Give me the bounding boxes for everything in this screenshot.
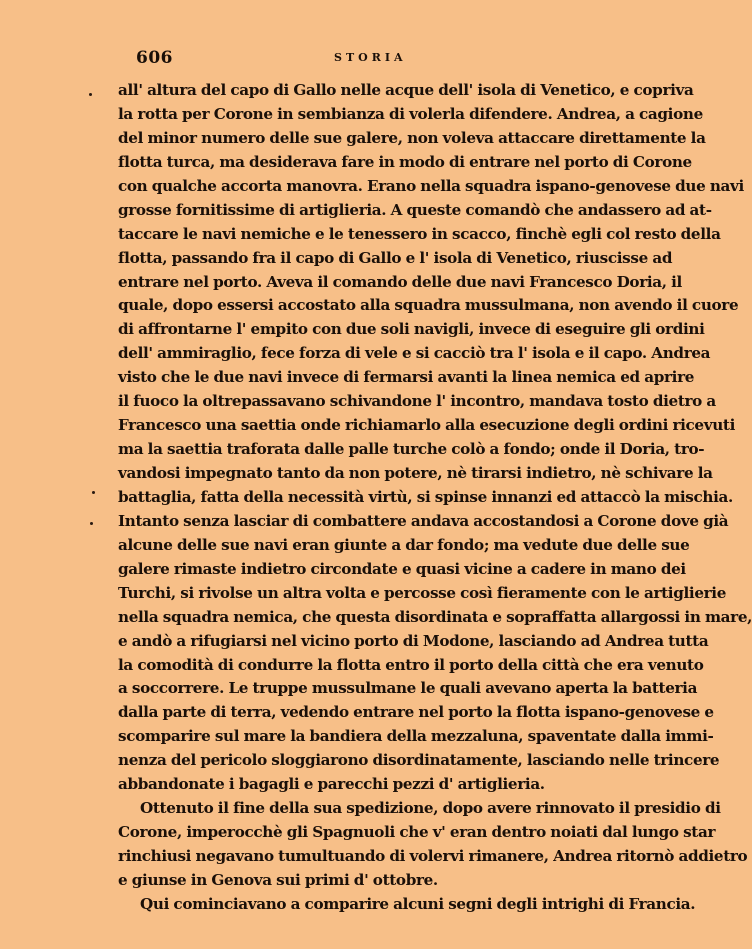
page-number: 606 (136, 48, 173, 68)
margin-mark (90, 522, 93, 525)
text-line: la rotta per Corone in sembianza di volerla difendere. Andrea, a cagione (118, 104, 703, 123)
text-line: il fuoco la oltrepassavano schivandone l' incontro, mandava tosto dietro a (118, 392, 716, 411)
text-line: visto che le due navi invece di fermarsi avanti la linea nemica ed aprire (118, 368, 695, 387)
text-line: del minor numero delle sue galere, non voleva attaccare direttamente la (118, 128, 706, 147)
text-line: rinchiusi negavano tumultuando di volervi rimanere, Andrea ritornò addietro (118, 847, 748, 865)
text-line: Turchi, si rivolse un altra volta e percosse così fieramente con le artiglierie (118, 583, 727, 602)
text-line: dell' ammiraglio, fece forza di vele e si cacciò tra l' isola e il capo. Andrea (118, 344, 711, 363)
text-line: abbandonate i bagagli e parecchi pezzi d' artiglieria. (118, 775, 545, 794)
text-line: a soccorrere. Le truppe mussulmane le quali avevano aperta la batteria (118, 679, 698, 698)
text-line: entrare nel porto. Aveva il comando delle due navi Francesco Doria, il (118, 272, 682, 291)
text-line: alcune delle sue navi eran giunte a dar fondo; ma vedute due delle sue (118, 535, 690, 554)
text-line: la comodità di condurre la flotta entro il porto della città che era venuto (118, 655, 704, 674)
text-line: nella squadra nemica, che questa disordinata e sopraffatta allargossi in mare, (118, 607, 752, 626)
text-line: Qui cominciavano a comparire alcuni segni degli intrighi di Francia. (140, 894, 696, 913)
text-line: Intanto senza lasciar di combattere andava accostandosi a Corone dove già (118, 511, 729, 530)
margin-mark (92, 491, 95, 494)
text-line: quale, dopo essersi accostato alla squadra mussulmana, non avendo il cuore (118, 296, 739, 315)
margin-mark (89, 93, 92, 96)
text-line: battaglia, fatta della necessità virtù, si spinse innanzi ed attaccò la mischia. (118, 487, 733, 506)
text-line: ma la saettia traforata dalle palle turche colò a fondo; onde il Doria, tro- (118, 440, 705, 459)
text-line: all' altura del capo di Gallo nelle acque dell' isola di Venetico, e copriva (118, 81, 694, 99)
text-line: scomparire sul mare la bandiera della mezzaluna, spaventate dalla immi- (118, 727, 714, 746)
text-line: e andò a rifugiarsi nel vicino porto di Modone, lasciando ad Andrea tutta (118, 631, 709, 650)
text-line: Ottenuto il fine della sua spedizione, dopo avere rinnovato il presidio di (140, 799, 721, 818)
text-line: vandosi impegnato tanto da non potere, nè tirarsi indietro, nè schivare la (118, 464, 713, 482)
text-line: Corone, imperocchè gli Spagnuoli che v' eran dentro noiati dal lungo star (118, 823, 716, 842)
text-line: galere rimaste indietro circondate e quasi vicine a cadere in mano dei (118, 559, 686, 578)
text-line: grosse fornitissime di artiglieria. A queste comandò che andassero ad at- (118, 200, 712, 219)
text-line: flotta turca, ma desiderava fare in modo di entrare nel porto di Corone (118, 152, 692, 171)
running-head: STORIA (334, 51, 407, 64)
text-line: nenza del pericolo sloggiarono disordinatamente, lasciando nelle trincere (118, 751, 720, 770)
body-text (118, 79, 752, 917)
text-line: e giunse in Genova sui primi d' ottobre. (118, 870, 438, 889)
text-line: di affrontarne l' empito con due soli navigli, invece di eseguire gli ordini (118, 320, 705, 339)
text-line: con qualche accorta manovra. Erano nella squadra ispano-genovese due navi (118, 176, 744, 195)
page-header (118, 48, 626, 74)
text-line: dalla parte di terra, vedendo entrare nel porto la flotta ispano-genovese e (118, 703, 714, 722)
text-line: Francesco una saettia onde richiamarlo alla esecuzione degli ordini ricevuti (118, 416, 736, 435)
text-line: taccare le navi nemiche e le tenessero in scacco, finchè egli col resto della (118, 224, 721, 243)
text-line: flotta, passando fra il capo di Gallo e l' isola di Venetico, riuscisse ad (118, 248, 673, 267)
